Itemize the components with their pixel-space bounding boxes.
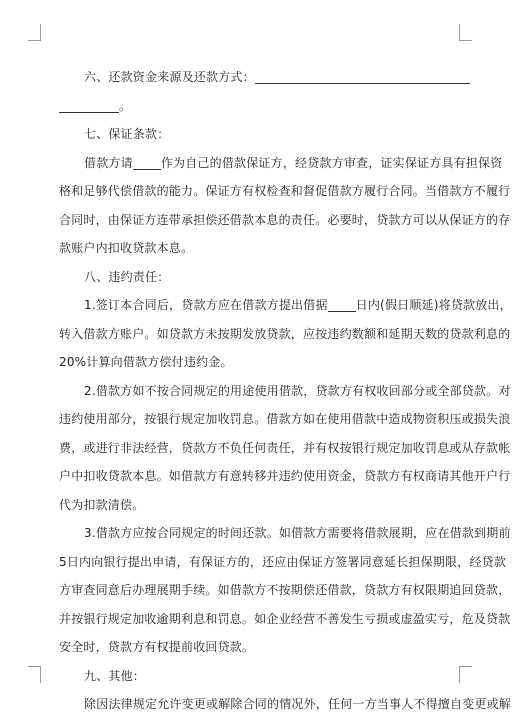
crop-mark-bottom-right bbox=[459, 666, 472, 683]
section-eight-p2-line3: 费，或进行非法经营，贷款方不负任何责任，并有权按银行规定加收罚息或从存款帐 bbox=[59, 440, 511, 455]
crop-mark-top-right bbox=[459, 24, 472, 41]
crop-mark-top-left bbox=[28, 24, 41, 41]
section-eight-heading: 八、违约责任： bbox=[84, 269, 170, 284]
section-eight-p2-line2: 违约使用部分，按银行规定加收罚息。借款方如在使用借款中造成物资积压或损失浪 bbox=[59, 412, 511, 426]
section-nine-heading: 九、其他： bbox=[84, 668, 146, 683]
section-eight-p2-line4: 户中扣收贷款本息。如借款方有意转移并违约使用资金，贷款方有权商请其他开户行 bbox=[59, 469, 511, 483]
section-eight-p3-line5: 安全时，贷款方有权提前收回贷款。 bbox=[59, 640, 255, 654]
section-eight-p1-line1 bbox=[59, 291, 512, 320]
section-seven-line1 bbox=[59, 149, 503, 178]
section-eight-p3-line4: 并按银行规定加收逾期利息和罚息。如企业经营不善发生亏损或虚盈实亏，危及贷款 bbox=[59, 611, 511, 626]
repayment-source-blank[interactable] bbox=[255, 69, 470, 84]
section-six-line2 bbox=[59, 92, 442, 121]
section-seven-heading: 七、保证条款： bbox=[84, 127, 170, 141]
section-seven-line2: 格和足够代偿借款的能力。保证方有权检查和督促借款方履行合同。当借款方不履行 bbox=[59, 184, 511, 198]
section-eight-p1-line3: 20%计算向借款方偿付违约金。 bbox=[59, 355, 233, 369]
section-eight-p2-line1: 2.借款方如不按合同规定的用途使用借款，贷款方有权收回部分或全部贷款。对 bbox=[84, 383, 511, 398]
loan-days-blank[interactable] bbox=[328, 297, 356, 312]
clause1-text-b: 日内(假日顺延)将贷款放出， bbox=[355, 298, 512, 312]
section-eight-p3-line3: 方审查同意后办理展期手续。如借款方不按期偿还借款，贷款方有权限期追回贷款， bbox=[59, 583, 511, 597]
section-six-title: 六、还款资金来源及还款方式： bbox=[84, 70, 255, 84]
section-six-end: 。 bbox=[119, 98, 132, 113]
crop-mark-bottom-left bbox=[28, 666, 41, 683]
section-seven-line4: 款账户内扣收贷款本息。 bbox=[59, 241, 194, 255]
document-page bbox=[59, 63, 512, 719]
section-eight-p1-line2: 转入借款方账户。如贷款方未按期发放贷款，应按违约数额和延期天数的贷款利息的 bbox=[59, 326, 511, 341]
section-seven-line3: 合同时，由保证方连带承担偿还借款本息的责任。必要时，贷款方可以从保证方的存 bbox=[59, 212, 511, 227]
repayment-method-blank[interactable] bbox=[59, 98, 119, 113]
section-eight-p2-line5: 代为扣款清偿。 bbox=[59, 497, 145, 512]
guarantee-text-b: 作为自己的借款保证方，经贷款方审查，证实保证方具有担保资 bbox=[160, 155, 503, 170]
section-eight-p3-line2: 5日内向银行提出申请，有保证方的，还应由保证方签署同意延长担保期限，经贷款 bbox=[59, 554, 507, 569]
section-nine-line1: 除因法律规定允许变更或解除合同的情况外，任何一方当事人不得擅自变更或解 bbox=[84, 697, 512, 711]
section-six-heading bbox=[59, 63, 442, 92]
section-eight-p3-line1: 3.借款方应按合同规定的时间还款。如借款方需要将借款展期，应在借款到期前 bbox=[84, 526, 511, 540]
guarantor-blank[interactable] bbox=[133, 155, 161, 170]
guarantee-text-a: 借款方请 bbox=[84, 155, 133, 170]
clause1-text-a: 1.签订本合同后，贷款方应在借款方提出借据 bbox=[84, 298, 328, 312]
